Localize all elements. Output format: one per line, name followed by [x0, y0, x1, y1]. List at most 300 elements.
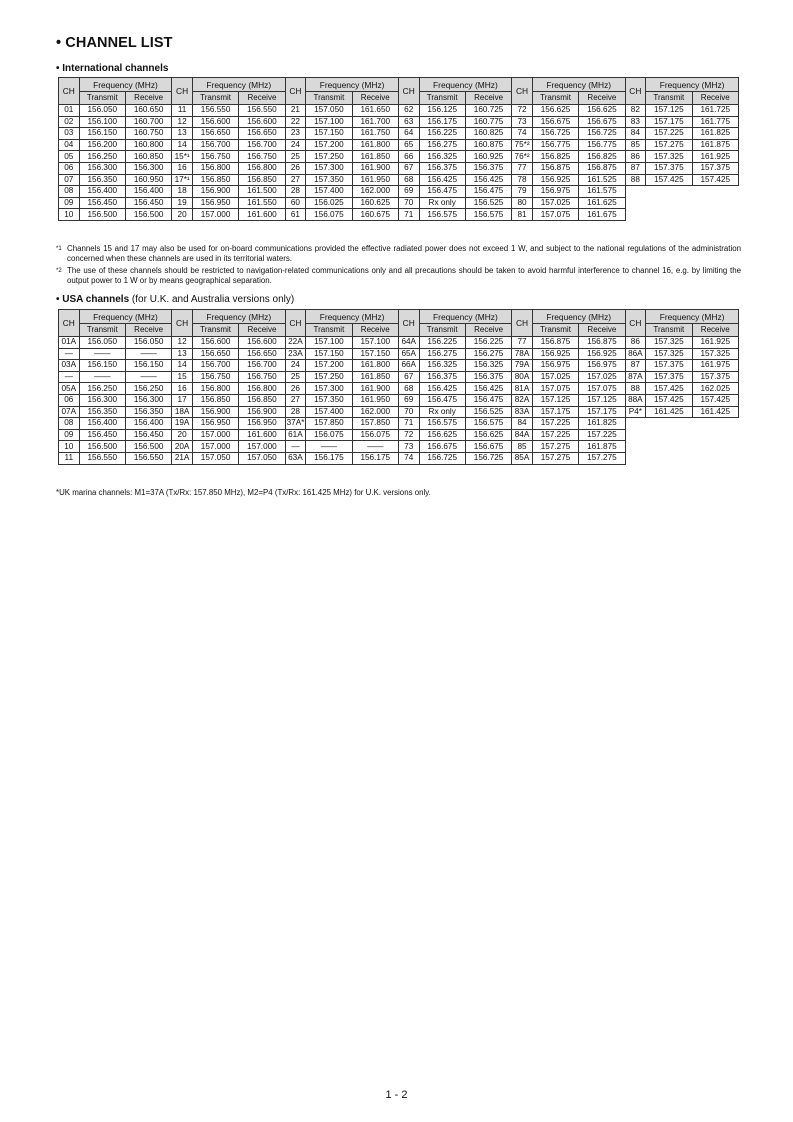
receive-column-header: Receive [352, 324, 398, 337]
receive-cell: 156.800 [239, 162, 285, 174]
footnote-1-mark: *1 [56, 246, 62, 252]
table-row [59, 348, 739, 360]
transmit-cell: 156.075 [306, 209, 352, 221]
frequency-column-header: Frequency (MHz) [532, 310, 625, 324]
transmit-cell: 156.575 [419, 209, 465, 221]
receive-cell: 161.925 [692, 151, 738, 163]
channel-cell: 20 [172, 429, 193, 441]
frequency-column-header: Frequency (MHz) [192, 310, 285, 324]
channel-cell: 77 [512, 337, 533, 349]
transmit-cell: 156.975 [532, 360, 578, 372]
receive-column-header: Receive [125, 92, 171, 105]
transmit-cell: 157.225 [646, 128, 692, 140]
channel-cell: 18 [172, 186, 193, 198]
transmit-cell: 156.500 [79, 209, 125, 221]
transmit-cell: 156.625 [532, 105, 578, 117]
footnote-1 [56, 244, 741, 264]
receive-cell: —— [125, 348, 171, 360]
transmit-cell: 156.075 [306, 429, 352, 441]
receive-cell: 156.425 [465, 383, 511, 395]
ch-column-header: CH [398, 78, 419, 105]
transmit-cell: 157.075 [532, 383, 578, 395]
channel-cell: 66 [398, 151, 419, 163]
transmit-cell: 156.650 [192, 348, 238, 360]
channel-cell: 71 [398, 418, 419, 430]
receive-cell: 161.600 [239, 429, 285, 441]
transmit-cell: 157.325 [646, 337, 692, 349]
channel-cell: 01A [59, 337, 80, 349]
receive-cell: 156.375 [465, 162, 511, 174]
receive-column-header: Receive [465, 324, 511, 337]
receive-cell: 156.500 [125, 209, 171, 221]
receive-cell: 156.675 [579, 116, 625, 128]
receive-cell: —— [352, 441, 398, 453]
receive-cell: 156.625 [465, 429, 511, 441]
receive-column-header: Receive [239, 324, 285, 337]
receive-cell: 156.725 [465, 452, 511, 464]
ch-column-header: CH [285, 310, 306, 337]
transmit-cell: 157.250 [306, 151, 352, 163]
receive-cell: 157.375 [692, 371, 738, 383]
channel-cell: 11 [59, 452, 80, 464]
channel-cell: 24 [285, 360, 306, 372]
usa-section-title-main: • USA channels [56, 294, 130, 305]
channel-cell: 83 [625, 116, 646, 128]
transmit-cell: 156.875 [532, 162, 578, 174]
channel-cell: 87 [625, 360, 646, 372]
receive-cell: 156.600 [239, 337, 285, 349]
transmit-cell: 156.250 [79, 151, 125, 163]
transmit-cell: 156.825 [532, 151, 578, 163]
table-row [59, 406, 739, 418]
table-row [59, 383, 739, 395]
receive-cell: 162.000 [352, 406, 398, 418]
receive-cell: 161.575 [579, 186, 625, 198]
transmit-cell: 157.425 [646, 394, 692, 406]
channel-cell: 15*¹ [172, 151, 193, 163]
receive-cell: 156.425 [465, 174, 511, 186]
receive-cell: 156.750 [239, 371, 285, 383]
channel-cell: 20 [172, 209, 193, 221]
receive-cell: 156.525 [465, 197, 511, 209]
channel-cell: 63 [398, 116, 419, 128]
ch-column-header: CH [625, 78, 646, 105]
transmit-cell: 156.350 [79, 406, 125, 418]
frequency-column-header: Frequency (MHz) [306, 78, 399, 92]
transmit-cell: 157.375 [646, 371, 692, 383]
receive-cell: 157.425 [692, 394, 738, 406]
receive-cell: 156.550 [239, 105, 285, 117]
transmit-cell: Rx only [419, 197, 465, 209]
receive-cell: 157.850 [352, 418, 398, 430]
transmit-cell: 156.800 [192, 383, 238, 395]
receive-cell: 160.650 [125, 105, 171, 117]
ch-column-header: CH [172, 78, 193, 105]
transmit-cell: 156.225 [419, 337, 465, 349]
receive-cell: 156.650 [239, 128, 285, 140]
receive-cell: 161.825 [579, 418, 625, 430]
channel-cell: 15 [172, 371, 193, 383]
channel-cell: 85 [625, 139, 646, 151]
receive-cell: 156.600 [239, 116, 285, 128]
transmit-cell: 157.400 [306, 406, 352, 418]
channel-cell: 07 [59, 174, 80, 186]
receive-cell: 157.000 [239, 441, 285, 453]
transmit-cell: 156.775 [532, 139, 578, 151]
frequency-column-header: Frequency (MHz) [306, 310, 399, 324]
channel-cell: — [59, 371, 80, 383]
transmit-cell: 156.350 [79, 174, 125, 186]
channel-cell: 17 [172, 394, 193, 406]
receive-cell: 161.750 [352, 128, 398, 140]
channel-cell: 08 [59, 186, 80, 198]
transmit-cell: 156.600 [192, 337, 238, 349]
receive-column-header: Receive [692, 324, 738, 337]
transmit-column-header: Transmit [532, 92, 578, 105]
receive-cell: 160.825 [465, 128, 511, 140]
channel-cell: 67 [398, 371, 419, 383]
transmit-cell: 156.375 [419, 371, 465, 383]
receive-cell: 156.875 [579, 162, 625, 174]
transmit-cell: 156.375 [419, 162, 465, 174]
receive-cell: 161.775 [692, 116, 738, 128]
receive-cell: 156.300 [125, 394, 171, 406]
transmit-cell: 156.250 [79, 383, 125, 395]
receive-cell: 160.875 [465, 139, 511, 151]
transmit-cell: 156.475 [419, 394, 465, 406]
usa-section-subtitle: (for U.K. and Australia versions only) [129, 294, 295, 305]
channel-cell: 65 [398, 139, 419, 151]
receive-cell: 161.700 [352, 116, 398, 128]
transmit-cell: 156.275 [419, 139, 465, 151]
channel-cell: 60 [285, 197, 306, 209]
transmit-column-header: Transmit [646, 324, 692, 337]
transmit-cell: 157.375 [646, 162, 692, 174]
usa-channel-table [58, 309, 739, 465]
transmit-cell: 157.000 [192, 209, 238, 221]
channel-cell: 82A [512, 394, 533, 406]
channel-cell: 09 [59, 197, 80, 209]
channel-cell: 86 [625, 337, 646, 349]
receive-cell: 156.475 [465, 186, 511, 198]
transmit-cell: 156.850 [192, 174, 238, 186]
transmit-cell: 157.350 [306, 394, 352, 406]
receive-cell: 161.725 [692, 105, 738, 117]
transmit-cell: 156.725 [532, 128, 578, 140]
receive-cell: 156.550 [125, 452, 171, 464]
transmit-cell: 156.750 [192, 371, 238, 383]
receive-cell: 161.425 [692, 406, 738, 418]
channel-cell: 83A [512, 406, 533, 418]
transmit-column-header: Transmit [79, 92, 125, 105]
channel-cell: P4* [625, 406, 646, 418]
frequency-column-header: Frequency (MHz) [646, 78, 739, 92]
transmit-cell: 156.425 [419, 383, 465, 395]
receive-cell: 156.875 [579, 337, 625, 349]
table-row [59, 394, 739, 406]
channel-cell: 25 [285, 151, 306, 163]
frequency-column-header: Frequency (MHz) [532, 78, 625, 92]
receive-cell: 157.125 [579, 394, 625, 406]
table-row [59, 139, 739, 151]
transmit-cell: 156.325 [419, 151, 465, 163]
channel-cell: 69 [398, 186, 419, 198]
transmit-cell: 156.575 [419, 418, 465, 430]
channel-cell: 68 [398, 174, 419, 186]
receive-cell: 160.750 [125, 128, 171, 140]
transmit-cell: 156.900 [192, 406, 238, 418]
transmit-cell: 156.750 [192, 151, 238, 163]
receive-cell: 161.875 [692, 139, 738, 151]
receive-cell: 156.325 [465, 360, 511, 372]
channel-cell: 19A [172, 418, 193, 430]
channel-cell: 05 [59, 151, 80, 163]
transmit-cell: 156.050 [79, 105, 125, 117]
ch-column-header: CH [625, 310, 646, 337]
receive-cell: 160.725 [465, 105, 511, 117]
receive-cell: 157.075 [579, 383, 625, 395]
channel-cell: 08 [59, 418, 80, 430]
channel-cell: 70 [398, 197, 419, 209]
transmit-cell: 157.850 [306, 418, 352, 430]
channel-cell: 82 [625, 105, 646, 117]
receive-cell: 160.675 [352, 209, 398, 221]
transmit-cell: 156.225 [419, 128, 465, 140]
transmit-cell: 157.200 [306, 360, 352, 372]
receive-cell: 156.575 [465, 209, 511, 221]
frequency-column-header: Frequency (MHz) [192, 78, 285, 92]
transmit-cell: 156.275 [419, 348, 465, 360]
footnote-2 [56, 266, 741, 286]
receive-cell: 156.400 [125, 418, 171, 430]
transmit-cell: 157.375 [646, 360, 692, 372]
receive-cell: 156.050 [125, 337, 171, 349]
channel-cell: 04 [59, 139, 80, 151]
receive-cell: 161.850 [352, 371, 398, 383]
receive-cell: 157.150 [352, 348, 398, 360]
transmit-cell: 157.300 [306, 383, 352, 395]
ch-column-header: CH [172, 310, 193, 337]
channel-cell: 61 [285, 209, 306, 221]
ch-column-header: CH [285, 78, 306, 105]
channel-cell: 27 [285, 394, 306, 406]
receive-cell: 156.725 [579, 128, 625, 140]
channel-cell: 28 [285, 186, 306, 198]
channel-cell: 06 [59, 394, 80, 406]
transmit-column-header: Transmit [192, 92, 238, 105]
receive-cell: 157.050 [239, 452, 285, 464]
transmit-cell: 156.450 [79, 197, 125, 209]
channel-cell: 86A [625, 348, 646, 360]
channel-cell: 84 [625, 128, 646, 140]
receive-cell: 156.900 [239, 406, 285, 418]
receive-cell: 161.525 [579, 174, 625, 186]
transmit-cell: 156.675 [419, 441, 465, 453]
table-row [59, 371, 739, 383]
transmit-cell: 156.700 [192, 360, 238, 372]
receive-cell: 161.875 [579, 441, 625, 453]
transmit-cell: Rx only [419, 406, 465, 418]
channel-cell: 65A [398, 348, 419, 360]
channel-cell: 64A [398, 337, 419, 349]
channel-cell: 84 [512, 418, 533, 430]
channel-cell: 72 [512, 105, 533, 117]
receive-cell: —— [125, 371, 171, 383]
receive-cell: 160.800 [125, 139, 171, 151]
receive-cell: 161.500 [239, 186, 285, 198]
receive-cell: 161.600 [239, 209, 285, 221]
transmit-cell: 156.950 [192, 418, 238, 430]
receive-cell: 157.025 [579, 371, 625, 383]
channel-cell: 12 [172, 116, 193, 128]
channel-cell: 71 [398, 209, 419, 221]
receive-cell: 157.175 [579, 406, 625, 418]
transmit-cell: 156.400 [79, 418, 125, 430]
receive-cell: 161.950 [352, 174, 398, 186]
transmit-cell: 157.325 [646, 348, 692, 360]
channel-cell: 85A [512, 452, 533, 464]
transmit-cell: 156.925 [532, 174, 578, 186]
receive-cell: 162.025 [692, 383, 738, 395]
transmit-cell: 156.875 [532, 337, 578, 349]
receive-cell: 156.475 [465, 394, 511, 406]
transmit-column-header: Transmit [306, 92, 352, 105]
transmit-cell: 156.025 [306, 197, 352, 209]
receive-cell: 161.975 [692, 360, 738, 372]
channel-cell: 87 [625, 162, 646, 174]
channel-cell: 22 [285, 116, 306, 128]
channel-cell: 70 [398, 406, 419, 418]
channel-cell: 27 [285, 174, 306, 186]
transmit-cell: 157.225 [532, 418, 578, 430]
receive-column-header: Receive [465, 92, 511, 105]
channel-cell: 23 [285, 128, 306, 140]
receive-cell: 156.975 [579, 360, 625, 372]
transmit-cell: 156.175 [419, 116, 465, 128]
frequency-column-header: Frequency (MHz) [419, 78, 512, 92]
channel-cell: 81A [512, 383, 533, 395]
transmit-cell: 157.250 [306, 371, 352, 383]
transmit-cell: 157.150 [306, 348, 352, 360]
receive-cell: 156.650 [239, 348, 285, 360]
transmit-cell: —— [79, 348, 125, 360]
transmit-cell: 156.975 [532, 186, 578, 198]
receive-cell: 156.075 [352, 429, 398, 441]
transmit-cell: 157.225 [532, 429, 578, 441]
receive-cell: 156.175 [352, 452, 398, 464]
channel-cell: 77 [512, 162, 533, 174]
page-title: • CHANNEL LIST [56, 35, 173, 51]
transmit-cell: 157.175 [646, 116, 692, 128]
channel-cell: — [285, 441, 306, 453]
receive-cell: 161.800 [352, 360, 398, 372]
channel-cell: 21A [172, 452, 193, 464]
transmit-cell: 157.025 [532, 197, 578, 209]
receive-cell: 156.500 [125, 441, 171, 453]
receive-cell: 156.350 [125, 406, 171, 418]
channel-cell: 79A [512, 360, 533, 372]
table-row [59, 337, 739, 349]
channel-cell: 26 [285, 383, 306, 395]
receive-column-header: Receive [125, 324, 171, 337]
channel-cell: 03A [59, 360, 80, 372]
transmit-column-header: Transmit [646, 92, 692, 105]
receive-cell: 161.900 [352, 162, 398, 174]
receive-cell: 156.625 [579, 105, 625, 117]
receive-cell: 156.225 [465, 337, 511, 349]
channel-cell: 07A [59, 406, 80, 418]
transmit-cell: 157.425 [646, 174, 692, 186]
channel-cell: 81 [512, 209, 533, 221]
receive-cell: 156.950 [239, 418, 285, 430]
receive-cell: 161.800 [352, 139, 398, 151]
receive-cell: 160.700 [125, 116, 171, 128]
receive-cell: 160.775 [465, 116, 511, 128]
channel-cell: 88 [625, 383, 646, 395]
transmit-cell: 156.550 [192, 105, 238, 117]
transmit-cell: 157.425 [646, 383, 692, 395]
transmit-cell: 156.425 [419, 174, 465, 186]
uk-marina-note: *UK marina channels: M1=37A (Tx/Rx: 157.850 MHz), M2=P4 (Tx/Rx: 161.425 MHz) for U.K. versions only. [56, 488, 431, 497]
channel-cell: 06 [59, 162, 80, 174]
receive-cell: 160.925 [465, 151, 511, 163]
receive-cell: 156.450 [125, 429, 171, 441]
international-channel-table [58, 77, 739, 221]
frequency-column-header: Frequency (MHz) [419, 310, 512, 324]
transmit-cell: 156.475 [419, 186, 465, 198]
receive-cell: 156.525 [465, 406, 511, 418]
transmit-cell: 156.700 [192, 139, 238, 151]
channel-cell: 62 [398, 105, 419, 117]
channel-cell: 85 [512, 441, 533, 453]
transmit-cell: 157.125 [646, 105, 692, 117]
transmit-cell: 156.150 [79, 128, 125, 140]
receive-cell: 156.700 [239, 360, 285, 372]
receive-cell: 156.675 [465, 441, 511, 453]
receive-cell: 156.925 [579, 348, 625, 360]
receive-cell: 156.850 [239, 394, 285, 406]
receive-column-header: Receive [239, 92, 285, 105]
transmit-cell: 156.100 [79, 116, 125, 128]
transmit-cell: —— [79, 371, 125, 383]
transmit-cell: 156.950 [192, 197, 238, 209]
receive-cell: 160.950 [125, 174, 171, 186]
receive-cell: 161.825 [692, 128, 738, 140]
transmit-column-header: Transmit [192, 324, 238, 337]
transmit-cell: 156.300 [79, 162, 125, 174]
receive-cell: 156.300 [125, 162, 171, 174]
channel-cell: — [59, 348, 80, 360]
receive-cell: 157.375 [692, 162, 738, 174]
channel-cell: 24 [285, 139, 306, 151]
receive-cell: 156.400 [125, 186, 171, 198]
channel-cell: 28 [285, 406, 306, 418]
transmit-cell: 156.050 [79, 337, 125, 349]
empty-table-area [625, 186, 738, 221]
table-row [59, 174, 739, 186]
usa-section-title [56, 294, 294, 305]
transmit-cell: 157.400 [306, 186, 352, 198]
receive-column-header: Receive [579, 324, 625, 337]
channel-cell: 67 [398, 162, 419, 174]
ch-column-header: CH [59, 78, 80, 105]
international-section-title: • International channels [56, 63, 169, 74]
transmit-cell: 157.275 [646, 139, 692, 151]
table-row [59, 186, 739, 198]
channel-cell: 18A [172, 406, 193, 418]
transmit-cell: 156.550 [79, 452, 125, 464]
receive-cell: 156.450 [125, 197, 171, 209]
